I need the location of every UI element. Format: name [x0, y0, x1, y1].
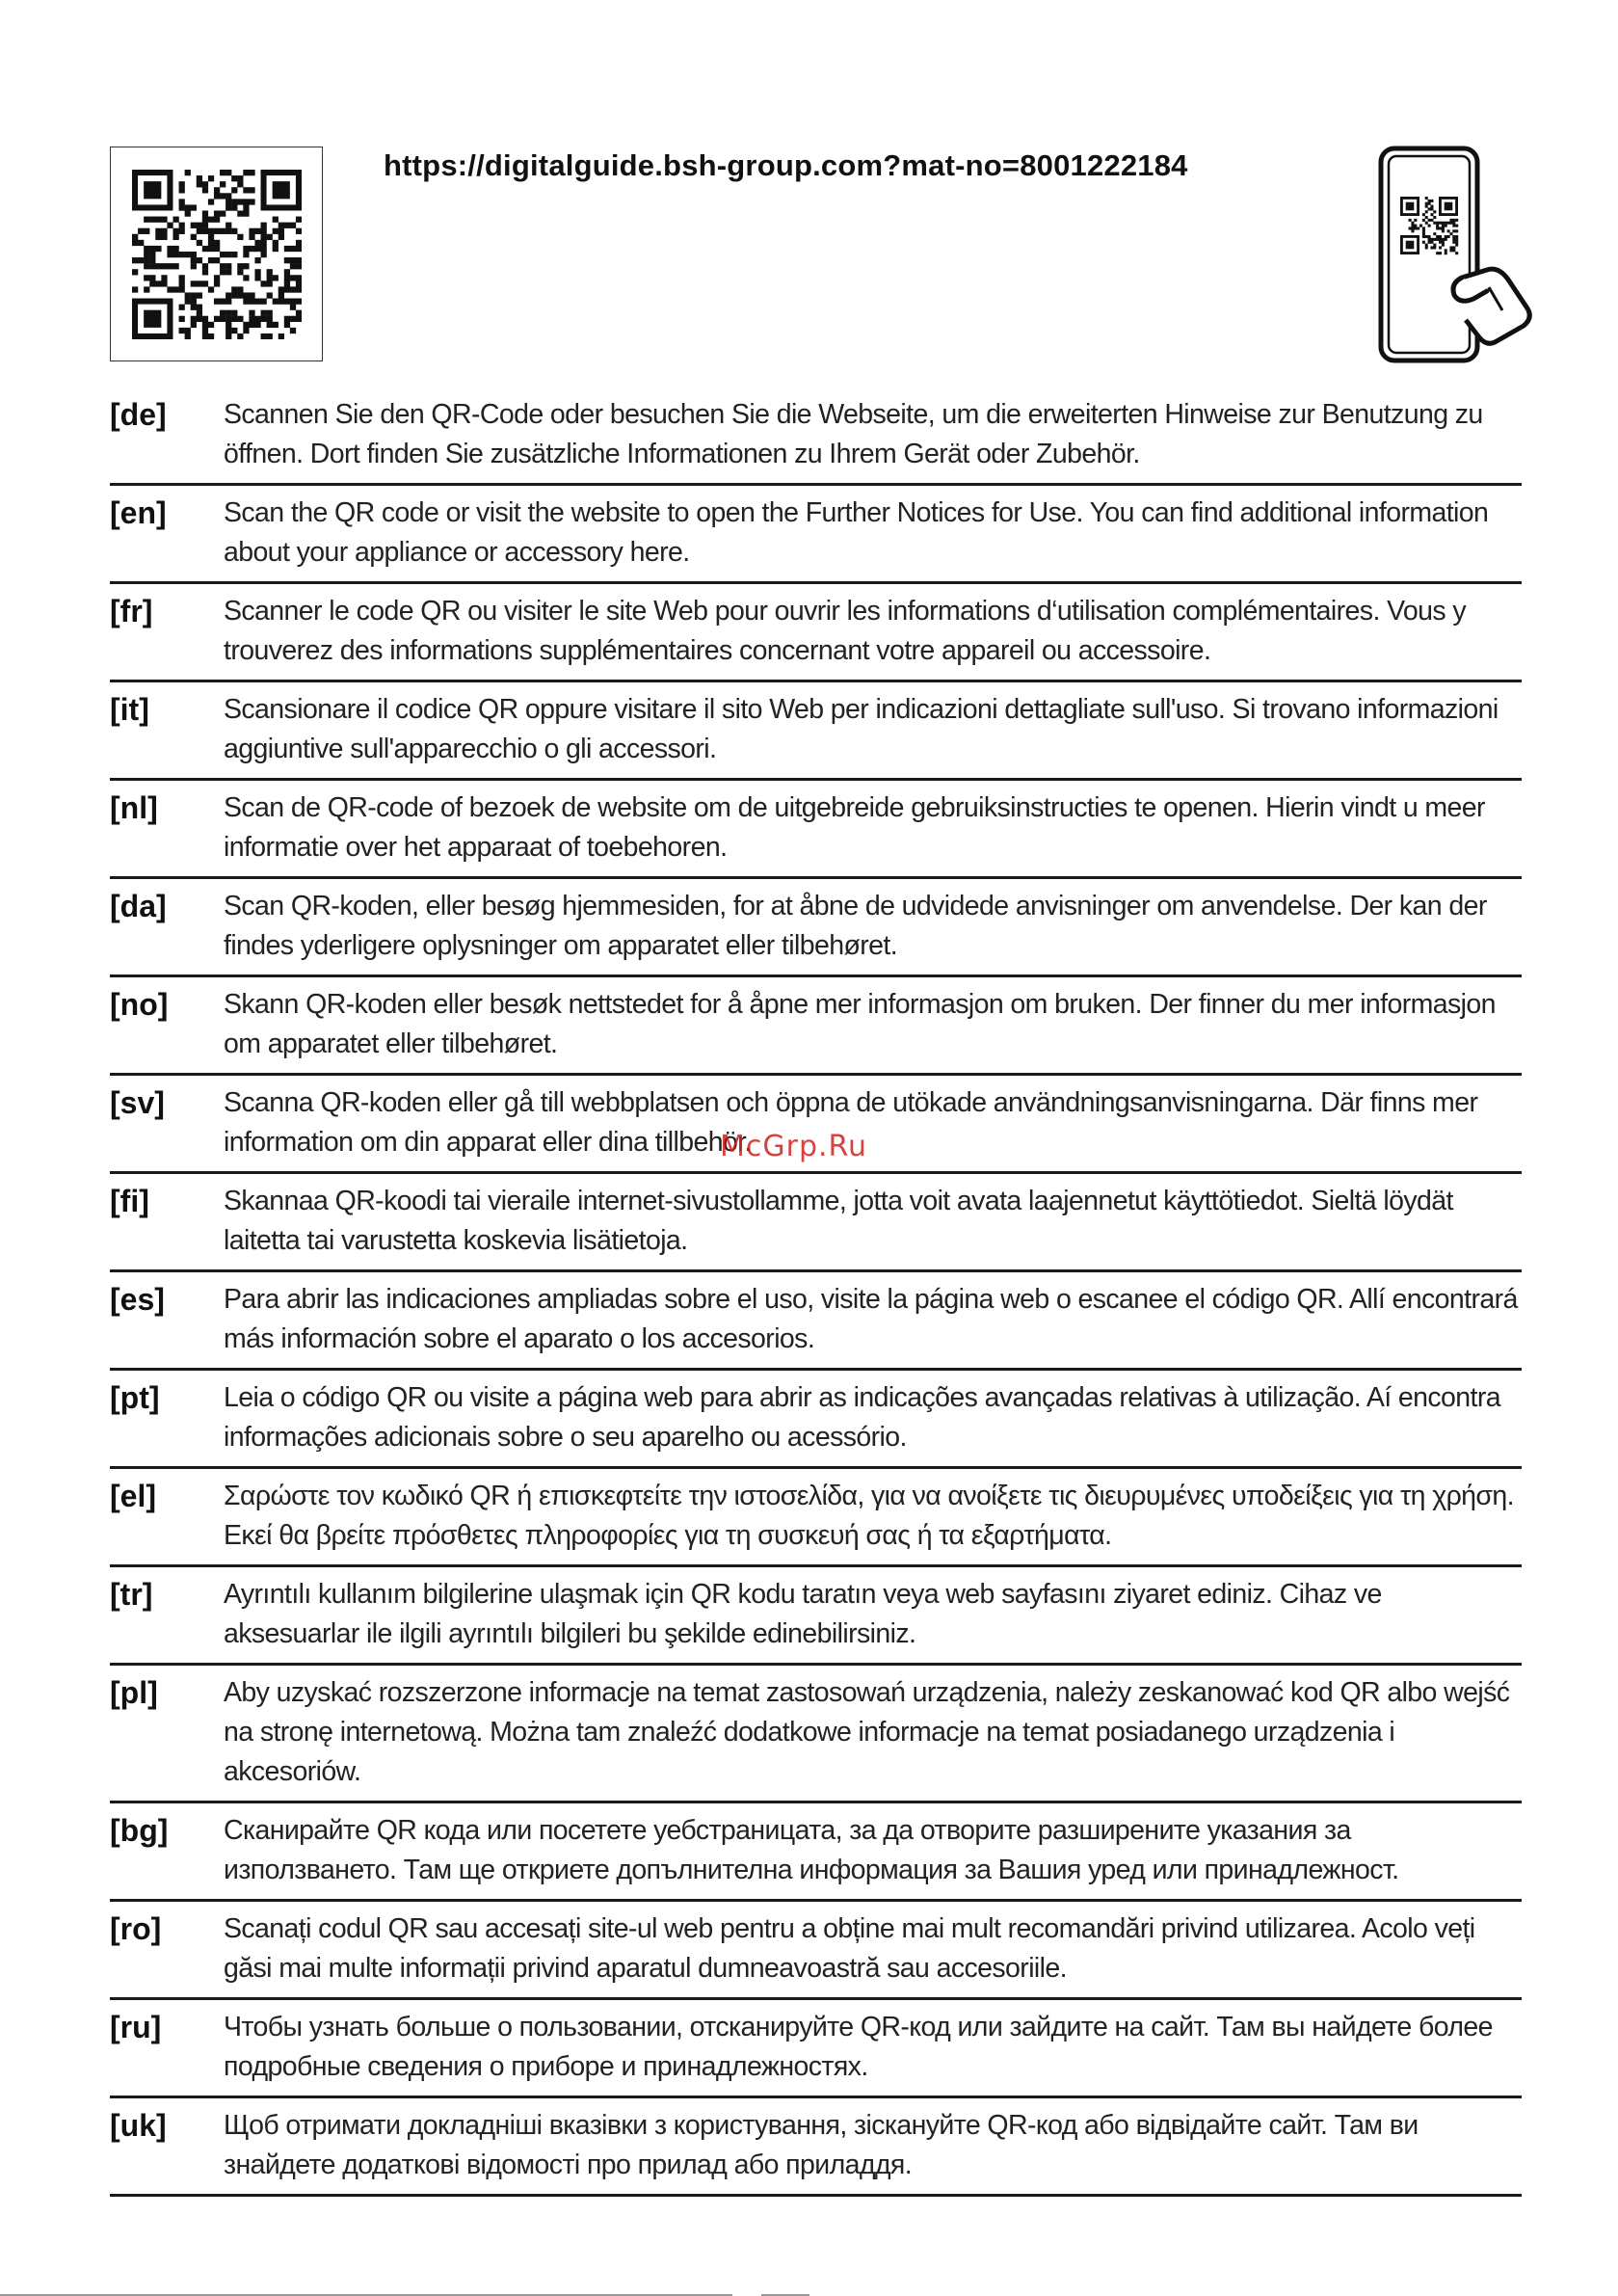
language-list: [110, 389, 1522, 2197]
language-code: [sv]: [110, 1085, 165, 1120]
language-code: [es]: [110, 1282, 165, 1317]
language-code: [uk]: [110, 2108, 167, 2143]
language-text: Scan QR-koden, eller besøg hjemmesiden, for at åbne de udvidede anvisninger om anvendelse. Der kan der findes yderligere oplysninger om apparatet eller tilbehøret.: [224, 891, 1487, 961]
language-row: [110, 1371, 1522, 1469]
language-row: [110, 2098, 1522, 2197]
language-code: [fr]: [110, 594, 153, 628]
language-text: Σαρώστε τον κωδικό QR ή επισκεφτείτε την ιστοσελίδα, για να ανοίξετε τις διευρυμένες υποδείξεις για τη χρήση. Εκεί θα βρείτε πρόσθετες πληροφορίες για τη συσκευή σας ή τα εξαρτήματα.: [224, 1481, 1514, 1551]
language-row: [110, 1666, 1522, 1803]
phone-scanning-qr-icon: [1373, 143, 1537, 366]
language-code: [fi]: [110, 1184, 149, 1218]
language-code: [pt]: [110, 1380, 160, 1415]
language-text: Чтобы узнать больше о пользовании, отсканируйте QR-код или зайдите на сайт. Там вы найдете более подробные сведения о приборе и принадлежностях.: [224, 2012, 1493, 2082]
language-row: [110, 879, 1522, 977]
language-code: [pl]: [110, 1675, 158, 1710]
language-row: [110, 1174, 1522, 1272]
language-text: Сканирайте QR кода или посетете уебстраницата, за да отворите разширените указания за използването. Там ще откриете допълнителна информация за Вашия уред или принадлежност.: [224, 1815, 1399, 1885]
language-code: [en]: [110, 495, 167, 530]
language-code: [nl]: [110, 790, 158, 825]
language-text: Scan de QR-code of bezoek de website om de uitgebreide gebruiksinstructies te openen. Hierin vindt u meer informatie over het apparaat of toebehoren.: [224, 792, 1485, 863]
language-row: [110, 584, 1522, 682]
language-row: [110, 682, 1522, 781]
language-text: Scanna QR-koden eller gå till webbplatsen och öppna de utökade användningsanvisningarna. Där finns mer information om din apparat eller dina tillbehör.: [224, 1087, 1478, 1158]
language-row: [110, 781, 1522, 879]
language-code: [it]: [110, 692, 149, 727]
language-text: Leia o código QR ou visite a página web para abrir as indicações avançadas relativas à utilização. Aí encontra informações adicionais sobre o seu aparelho ou acessório.: [224, 1382, 1500, 1453]
language-text: Scanați codul QR sau accesați site-ul web pentru a obține mai mult recomandări privind utilizarea. Acolo veți găsi mai multe informații privind aparatul dumneavoastră sau accesoriile.: [224, 1913, 1475, 1984]
language-row: [110, 1567, 1522, 1666]
language-row: [110, 389, 1522, 486]
language-row: [110, 1803, 1522, 1902]
language-row: [110, 977, 1522, 1076]
language-row: [110, 1272, 1522, 1371]
language-text: Scanner le code QR ou visiter le site Web pour ouvrir les informations d‘utilisation complémentaires. Vous y trouverez des informations supplémentaires concernant votre appareil ou accessoire.: [224, 596, 1467, 666]
language-text: Щоб отримати докладніші вказівки з користування, зіскануйте QR-код або відвідайте сайт. Там ви знайдете додаткові відомості про прилад або приладдя.: [224, 2110, 1419, 2180]
language-code: [ro]: [110, 1911, 162, 1946]
language-text: Scan the QR code or visit the website to open the Further Notices for Use. You can find additional information about your appliance or accessory here.: [224, 497, 1489, 568]
language-text: Scannen Sie den QR-Code oder besuchen Sie die Webseite, um die erweiterten Hinweise zur Benutzung zu öffnen. Dort finden Sie zusätzliche Informationen zu Ihrem Gerät oder Zubehör.: [224, 399, 1483, 469]
qr-code: [110, 147, 323, 361]
language-text: Scansionare il codice QR oppure visitare il sito Web per indicazioni dettagliate sull'uso. Si trovano informazioni aggiuntive sull'apparecchio o gli accessori.: [224, 694, 1499, 764]
language-code: [ru]: [110, 2010, 162, 2044]
language-text: Aby uzyskać rozszerzone informacje na temat zastosowań urządzenia, należy zeskanować kod QR albo wejść na stronę internetową. Można tam znaleźć dodatkowe informacje na temat posiadanego urządzenia i akcesoriów.: [224, 1677, 1510, 1787]
language-code: [tr]: [110, 1577, 153, 1612]
language-code: [de]: [110, 397, 167, 432]
language-code: [no]: [110, 987, 169, 1022]
language-text: Para abrir las indicaciones ampliadas sobre el uso, visite la página web o escanee el código QR. Allí encontrará más información sobre el aparato o los accesorios.: [224, 1284, 1518, 1354]
language-code: [da]: [110, 889, 167, 923]
language-row: [110, 1902, 1522, 2000]
language-text: Ayrıntılı kullanım bilgilerine ulaşmak için QR kodu taratın veya web sayfasını ziyaret ediniz. Cihaz ve aksesuarlar ile ilgili ayrıntılı bilgileri bu şekilde edinebilirsiniz.: [224, 1579, 1382, 1649]
language-text: Skann QR-koden eller besøk nettstedet for å åpne mer informasjon om bruken. Der finner du mer informasjon om apparatet eller tilbehøret.: [224, 989, 1496, 1059]
language-code: [bg]: [110, 1813, 169, 1848]
watermark: McGrp.Ru: [720, 1130, 868, 1163]
language-row: [110, 2000, 1522, 2098]
language-code: [el]: [110, 1479, 156, 1513]
digital-guide-url[interactable]: https://digitalguide.bsh-group.com?mat-no=8001222184: [384, 148, 1188, 182]
qr-code-icon: [132, 170, 302, 339]
language-row: [110, 1469, 1522, 1567]
language-text: Skannaa QR-koodi tai vieraile internet-sivustollamme, jotta voit avata laajennetut käyttötiedot. Sieltä löydät laitetta tai varustetta koskevia lisätietoja.: [224, 1186, 1453, 1256]
language-row: [110, 486, 1522, 584]
